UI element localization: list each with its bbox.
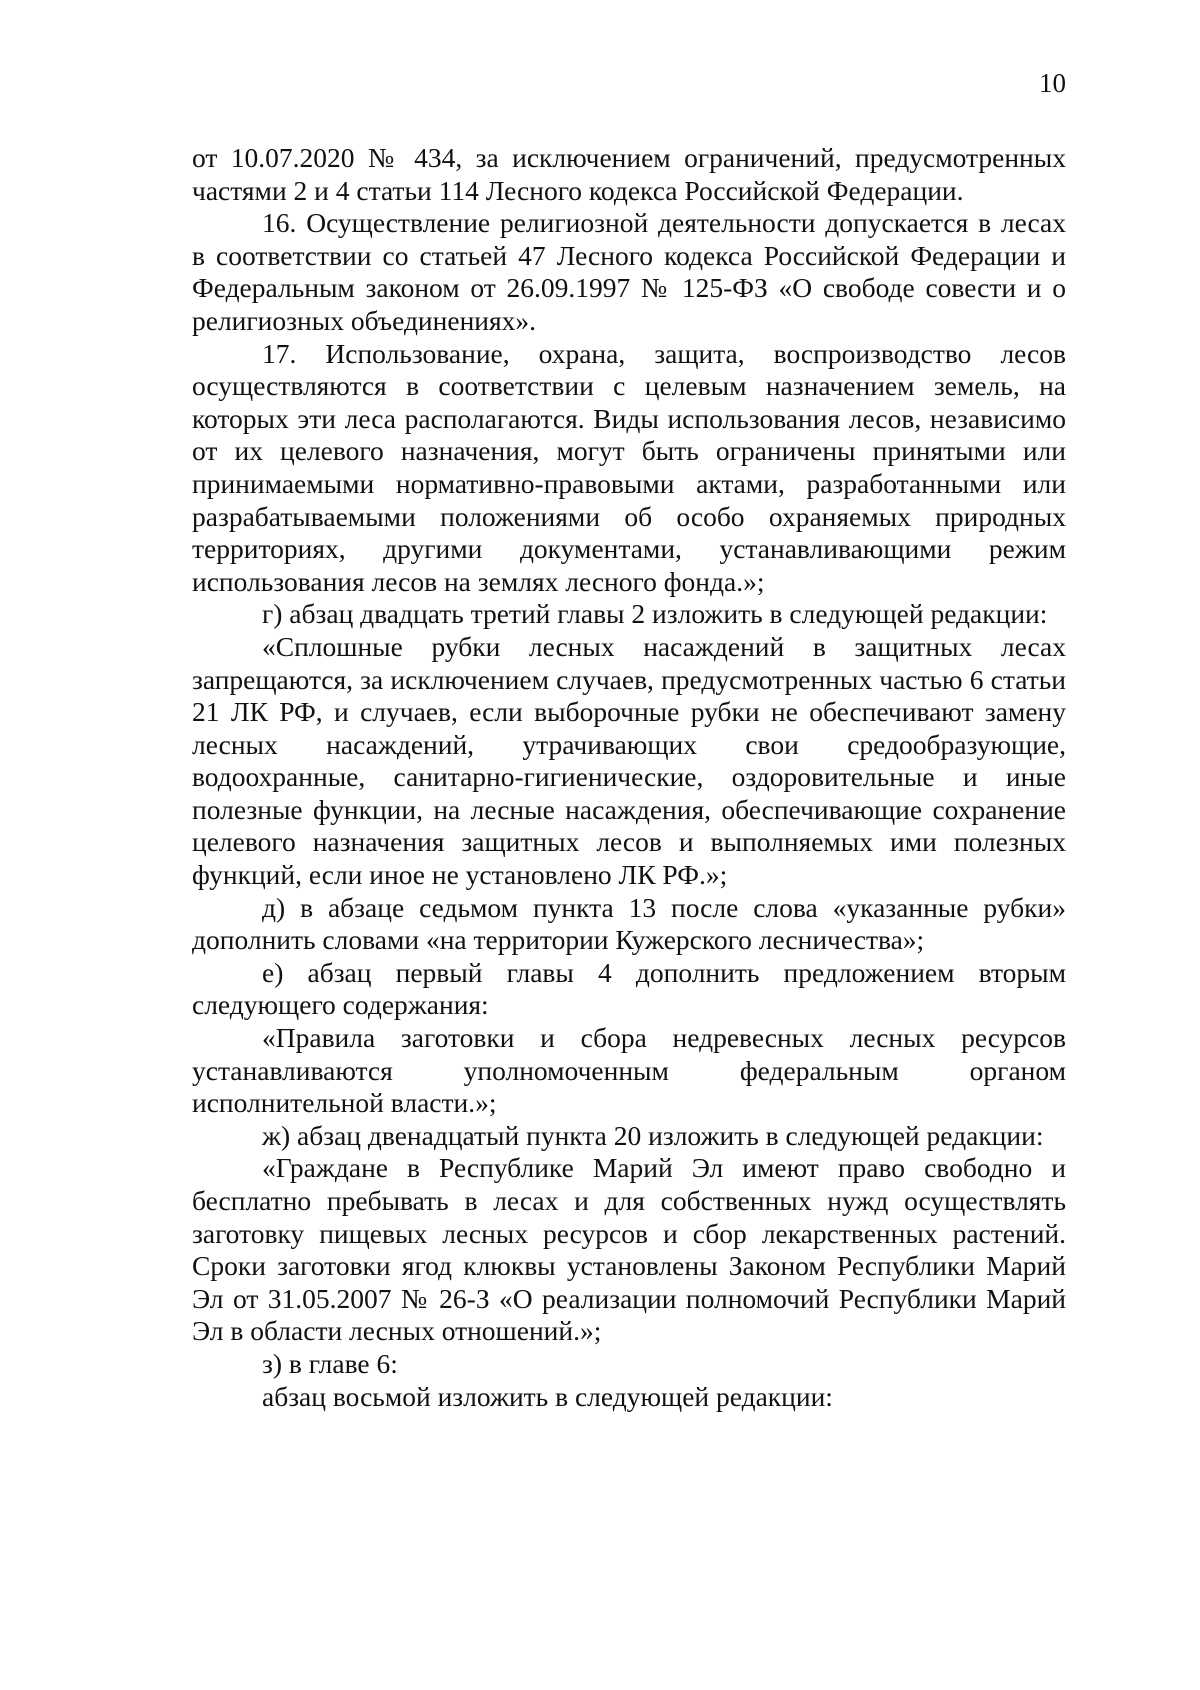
- paragraph-eighth-abzac: абзац восьмой изложить в следующей редакции:: [262, 1380, 833, 1412]
- paragraph-amendment-g: г) абзац двадцать третий главы 2 изложить в следующей редакции:: [262, 598, 1048, 630]
- paragraph-amendment-e: е) абзац первый главы 4 дополнить предложением вторым следующего содержания:: [192, 956, 1066, 1021]
- paragraph-amendment-zh: ж) абзац двенадцатый пункта 20 изложить в следующей редакции:: [262, 1119, 1044, 1151]
- paragraph-item-16: 16. Осуществление религиозной деятельности допускается в лесах в соответствии со статьей 47 Лесного кодекса Российской Федерации и Федеральным законом от 26.09.1997 № 125-ФЗ «О свободе совести и о религиозных объединениях».: [192, 207, 1066, 336]
- paragraph-continuation: от 10.07.2020 № 434, за исключением ограничений, предусмотренных частями 2 и 4 статьи 114 Лесного кодекса Российской Федерации.: [192, 142, 1066, 206]
- paragraph-quote-citizens-rights: «Граждане в Республике Марий Эл имеют право свободно и бесплатно пребывать в лесах и для собственных нужд осуществлять заготовку пищевых лесных ресурсов и сбор лекарственных растений. Сроки заготовки ягод клюквы установлены Законом Республики Марий Эл от 31.05.2007 № 26-З «О реализации полномочий Республики Марий Эл в области лесных отношений.»;: [192, 1152, 1066, 1347]
- document-body: [192, 142, 1066, 1413]
- paragraph-amendment-d: д) в абзаце седьмом пункта 13 после слова «указанные рубки» дополнить словами «на территории Кужерского лесничества»;: [192, 891, 1066, 956]
- paragraph-quote-non-timber-rules: «Правила заготовки и сбора недревесных лесных ресурсов устанавливаются уполномоченным федеральным органом исполнительной власти.»;: [192, 1022, 1066, 1119]
- paragraph-item-17: 17. Использование, охрана, защита, воспроизводство лесов осуществляются в соответствии с целевым назначением земель, на которых эти леса располагаются. Виды использования лесов, независимо от их целевого назначения, могут быть ограничены принятыми или принимаемыми нормативно-правовыми актами, разработанными или разрабатываемыми положениями об особо охраняемых природных территориях, другими документами, устанавливающими режим использования лесов на землях лесного фонда.»;: [192, 337, 1066, 597]
- paragraph-quote-clear-cutting: «Сплошные рубки лесных насаждений в защитных лесах запрещаются, за исключением случаев, предусмотренных частью 6 статьи 21 ЛК РФ, и случаев, если выборочные рубки не обеспечивают замену лесных насаждений, утрачивающих свои средообразующие, водоохранные, санитарно-гигиенические, оздоровительные и иные полезные функции, на лесные насаждения, обеспечивающие сохранение целевого назначения защитных лесов и выполняемых ими полезных функций, если иное не установлено ЛК РФ.»;: [192, 630, 1066, 891]
- paragraph-amendment-z: з) в главе 6:: [262, 1347, 398, 1379]
- page-number: 10: [1039, 68, 1066, 98]
